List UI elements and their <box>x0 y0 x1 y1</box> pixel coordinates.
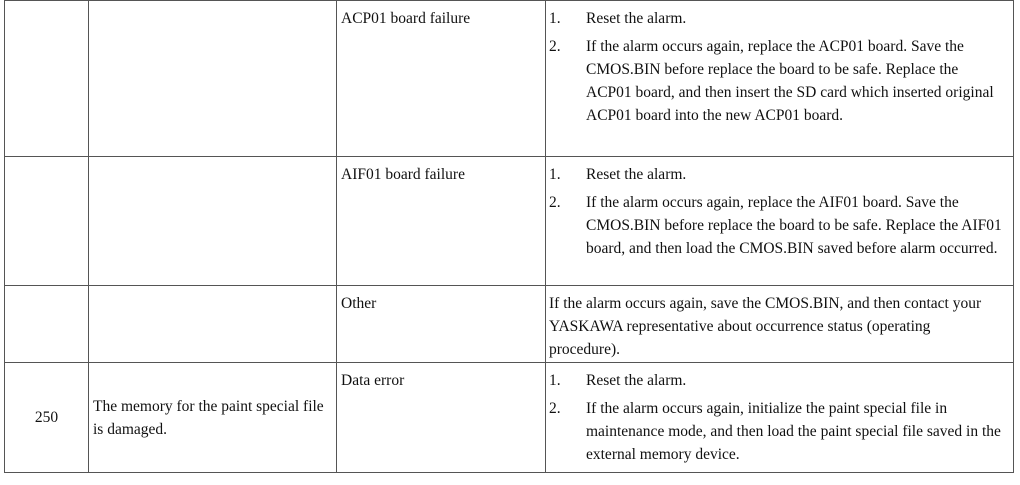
cause-cell: Other <box>337 286 546 363</box>
step-number: 2. <box>549 400 561 417</box>
cause-cell: Data error <box>337 363 546 473</box>
step-number: 2. <box>549 194 561 211</box>
remedy-step <box>549 7 1005 30</box>
alarm-meaning-cell: The memory for the paint special file is damaged. <box>89 363 337 473</box>
step-text: Reset the alarm. <box>586 10 687 27</box>
alarm-number-cell <box>5 286 89 363</box>
alarm-meaning-cell <box>89 286 337 363</box>
remedy-step <box>549 191 1005 260</box>
table-row <box>5 286 1014 363</box>
alarm-number-cell <box>5 1 89 157</box>
table-row <box>5 363 1014 473</box>
step-number: 1. <box>549 10 561 27</box>
remedy-cell <box>546 157 1014 286</box>
remedy-cell <box>546 1 1014 157</box>
alarm-meaning-cell <box>89 157 337 286</box>
remedy-cell <box>546 286 1014 363</box>
remedy-text: If the alarm occurs again, save the CMOS.BIN, and then contact your YASKAWA representative about occurrence status (operating procedure). <box>549 295 982 358</box>
remedy-steps <box>549 369 1005 466</box>
alarm-number-cell <box>5 157 89 286</box>
cause-cell: ACP01 board failure <box>337 1 546 157</box>
step-text: Reset the alarm. <box>586 166 687 183</box>
remedy-step <box>549 397 1005 466</box>
remedy-cell <box>546 363 1014 473</box>
remedy-steps <box>549 7 1005 127</box>
step-text: If the alarm occurs again, replace the AIF01 board. Save the CMOS.BIN before replace the board to be safe. Replace the AIF01 board, and then load the CMOS.BIN saved before alarm occurred. <box>586 194 1002 257</box>
table-row <box>5 157 1014 286</box>
cause-cell: AIF01 board failure <box>337 157 546 286</box>
step-text: Reset the alarm. <box>586 372 687 389</box>
remedy-step <box>549 369 1005 392</box>
table-row <box>5 1 1014 157</box>
step-text: If the alarm occurs again, initialize the paint special file in maintenance mode, and then load the paint special file saved in the external memory device. <box>586 400 1001 463</box>
remedy-step <box>549 163 1005 186</box>
step-text: If the alarm occurs again, replace the ACP01 board. Save the CMOS.BIN before replace the board to be safe. Replace the ACP01 board, and then insert the SD card which inserted original ACP01 board into the new ACP01 board. <box>586 38 994 124</box>
alarm-number-cell: 250 <box>5 363 89 473</box>
remedy-step <box>549 35 1005 127</box>
step-number: 2. <box>549 38 561 55</box>
step-number: 1. <box>549 166 561 183</box>
remedy-steps <box>549 163 1005 260</box>
step-number: 1. <box>549 372 561 389</box>
alarm-remedy-table <box>4 0 1014 473</box>
alarm-meaning-cell <box>89 1 337 157</box>
